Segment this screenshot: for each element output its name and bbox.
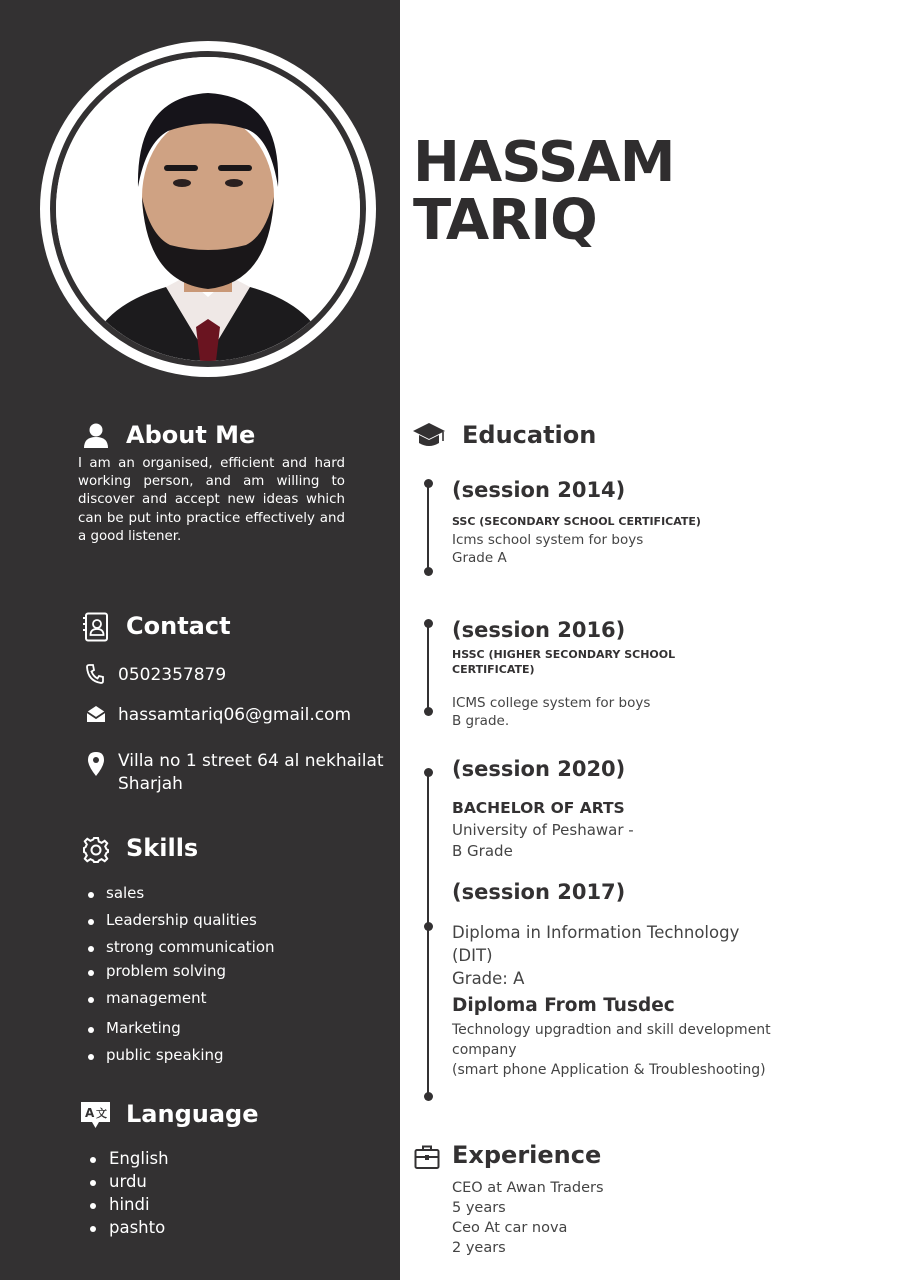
timeline-line — [427, 484, 429, 571]
experience-line: 5 years — [452, 1200, 506, 1216]
session-2014: (session 2014) — [452, 478, 626, 502]
person-portrait-icon — [56, 57, 360, 361]
education-entry-text: University of Peshawar - B Grade — [452, 821, 634, 860]
education-entry-text: ICMS college system for boys B grade. — [452, 695, 651, 729]
briefcase-icon — [414, 1144, 440, 1170]
education-title: Education — [462, 421, 597, 449]
timeline-line — [427, 773, 429, 1097]
svg-text:文: 文 — [96, 1107, 107, 1120]
timeline-dot — [424, 567, 433, 576]
last-name: TARIQ — [413, 188, 597, 253]
profile-photo — [50, 51, 366, 367]
session-2020: (session 2020) — [452, 757, 626, 781]
translate-icon — [79, 1101, 112, 1129]
person-icon — [82, 422, 110, 448]
hssc-heading: HSSC (HIGHER SECONDARY SCHOOL CERTIFICATE) — [452, 648, 676, 676]
phone-icon — [86, 664, 104, 684]
diploma-heading: Diploma From Tusdec — [452, 995, 675, 1016]
experience-line: 2 years — [452, 1240, 506, 1256]
graduation-cap-icon — [412, 421, 446, 451]
about-text: I am an organised, efficient and hard working person, and am willing to discover and accept new ideas which can be put into practice effectively and a good listener. — [78, 456, 345, 544]
address-line-2: Sharjah — [118, 774, 183, 794]
timeline-dot — [424, 707, 433, 716]
gear-icon — [82, 836, 110, 864]
experience-title: Experience — [452, 1141, 602, 1169]
profile-photo-frame — [40, 41, 376, 377]
ssc-heading: SSC (SECONDARY SCHOOL CERTIFICATE) — [452, 515, 701, 528]
timeline-dot — [424, 619, 433, 628]
timeline-line — [427, 624, 429, 712]
phone-number[interactable]: 0502357879 — [118, 665, 227, 685]
email-address[interactable]: hassamtariq06@gmail.com — [118, 705, 352, 725]
timeline-dot — [424, 479, 433, 488]
first-name: HASSAM — [413, 130, 675, 195]
timeline-dot — [424, 768, 433, 777]
language-title: Language — [126, 1100, 259, 1128]
timeline-dot — [424, 1092, 433, 1101]
ba-heading: BACHELOR OF ARTS — [452, 799, 625, 817]
timeline-dot — [424, 922, 433, 931]
candidate-name — [413, 130, 675, 253]
contact-title: Contact — [126, 612, 231, 640]
session-2016: (session 2016) — [452, 618, 626, 642]
session-2017: (session 2017) — [452, 880, 626, 904]
experience-list — [452, 1178, 604, 1258]
location-pin-icon — [87, 751, 105, 777]
svg-text:A: A — [85, 1106, 95, 1120]
dit-text: Diploma in Information Technology (DIT) Grade: A — [452, 923, 740, 988]
email-icon — [86, 705, 106, 723]
address-line-1: Villa no 1 street 64 al nekhailat — [118, 751, 384, 771]
address — [118, 750, 384, 796]
diploma-text: Technology upgradtion and skill development company (smart phone Application & Troubleshooting) — [452, 1022, 771, 1078]
about-title: About Me — [126, 421, 256, 449]
skills-title: Skills — [126, 834, 199, 862]
contact-book-icon — [82, 612, 110, 642]
experience-line: Ceo At car nova — [452, 1220, 568, 1236]
education-entry-text: Icms school system for boys Grade A — [452, 532, 644, 566]
experience-line: CEO at Awan Traders — [452, 1180, 604, 1196]
